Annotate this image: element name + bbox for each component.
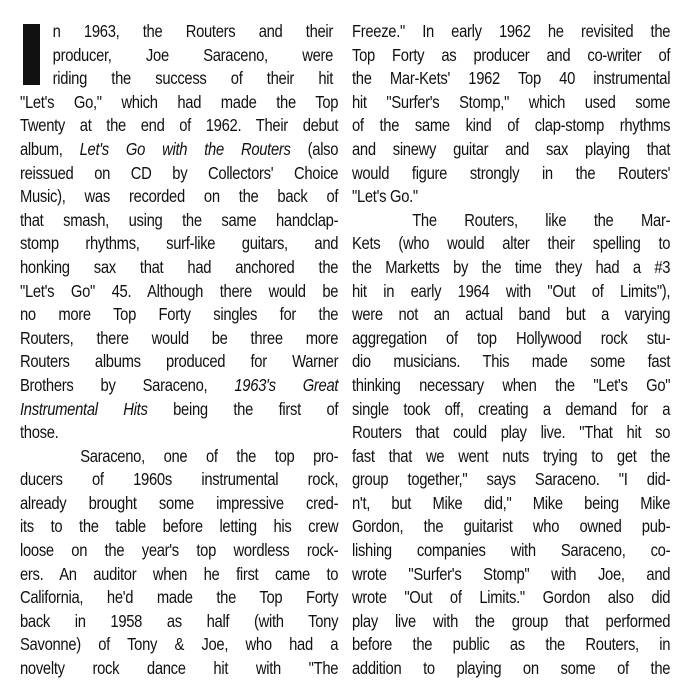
text-run: being the first of <box>147 398 339 419</box>
text-line: hit "Surfer's Stomp," which used some <box>352 91 671 112</box>
text-line: and sinewy guitar and sax playing that <box>352 138 671 159</box>
text-line: the Mar-Kets' 1962 Top 40 instrumental <box>352 68 671 89</box>
text-line: lishing companies with Saraceno, co- <box>352 540 671 561</box>
text-line: novelty rock dance hit with "The <box>20 658 339 679</box>
text-line: thinking necessary when the "Let's Go" <box>352 374 671 395</box>
text-line: hit in early 1964 with "Out of Limits"), <box>352 280 671 301</box>
italic-title: 1963's Great <box>234 374 339 395</box>
text-line: its to the table before letting his crew <box>20 516 339 537</box>
text-line <box>20 374 338 398</box>
text-line: loose on the year's top wordless rock- <box>20 540 339 561</box>
text-line: reissued on CD by Collectors' Choice <box>20 162 339 183</box>
text-line: those. <box>20 422 59 443</box>
italic-title: Let's Go with the Routers <box>79 138 291 159</box>
text-line: play live with the group that performed <box>352 610 671 631</box>
text-run: album, <box>20 138 80 159</box>
text-line: addition to playing on some of the <box>352 658 671 679</box>
text-line: fast that we went nuts trying to get the <box>352 445 671 466</box>
text-line: Savonne) of Tony & Joe, who had a <box>20 634 339 655</box>
text-run: Brothers by Saraceno, <box>20 374 235 395</box>
text-line: riding the success of their hit <box>52 68 334 89</box>
text-line: n 1963, the Routers and their <box>52 21 334 41</box>
text-line: The Routers, like the Mar- <box>412 209 671 230</box>
text-line: wrote "Surfer's Stomp" with Joe, and <box>352 563 671 584</box>
text-line: were not an actual band but a varying <box>352 304 671 325</box>
text-line: Twenty at the end of 1962. Their debut <box>20 115 339 136</box>
text-line <box>20 138 338 162</box>
text-line: ers. An auditor when he first came to <box>20 563 339 584</box>
text-line: stomp rhythms, surf-like guitars, and <box>20 233 339 254</box>
left-text-column <box>20 20 338 681</box>
text-line: before the public as the Routers, in <box>352 634 671 655</box>
text-line: would figure strongly in the Routers' <box>352 162 671 183</box>
text-line: aggregation of top Hollywood rock stu- <box>352 327 671 348</box>
text-line: no more Top Forty singles for the <box>20 304 339 325</box>
text-line: the Marketts by the time they had a #3 <box>352 256 671 277</box>
text-line: producer, Joe Saraceno, were <box>52 44 334 65</box>
text-line <box>20 398 338 422</box>
text-line: Routers, there would be three more <box>20 327 339 348</box>
text-line: Saraceno, one of the top pro- <box>80 445 339 466</box>
right-text-column <box>352 20 670 681</box>
text-line: "Let's Go," which had made the Top <box>20 91 339 112</box>
text-line: Music), was recorded on the back of <box>20 186 339 207</box>
text-line: back in 1958 as half (with Tony <box>20 610 339 631</box>
text-line: Kets (who would alter their spelling to <box>352 233 671 254</box>
text-line: Routers albums produced for Warner <box>20 351 339 372</box>
text-line: dio musicians. This made some fast <box>352 351 671 372</box>
text-line: wrote "Out of Limits." Gordon also did <box>352 587 671 608</box>
text-line: Gordon, the guitarist who owned pub- <box>352 516 671 537</box>
text-line: single took off, creating a demand for a <box>352 398 671 419</box>
text-line: "Let's Go" 45. Although there would be <box>20 280 339 301</box>
text-line: n't, but Mike did," Mike being Mike <box>352 492 671 513</box>
text-run: (also <box>290 138 339 159</box>
text-line: Top Forty as producer and co-writer of <box>352 44 671 65</box>
text-line: Routers that could play live. "That hit so <box>352 422 671 443</box>
text-line: honking sax that had anchored the <box>20 256 339 277</box>
text-line: California, he'd made the Top Forty <box>20 587 339 608</box>
text-line: that smash, using the same handclap- <box>20 209 339 230</box>
text-line: ducers of 1960s instrumental rock, <box>20 469 339 490</box>
text-line: of the same kind of clap-stomp rhythms <box>352 115 671 136</box>
text-line: Freeze." In early 1962 he revisited the <box>352 21 671 41</box>
text-line: "Let's Go." <box>352 186 418 207</box>
text-line: group together," says Saraceno. "I did- <box>352 469 671 490</box>
text-line: already brought some impressive cred- <box>20 492 339 513</box>
italic-title: Instrumental Hits <box>20 398 148 419</box>
